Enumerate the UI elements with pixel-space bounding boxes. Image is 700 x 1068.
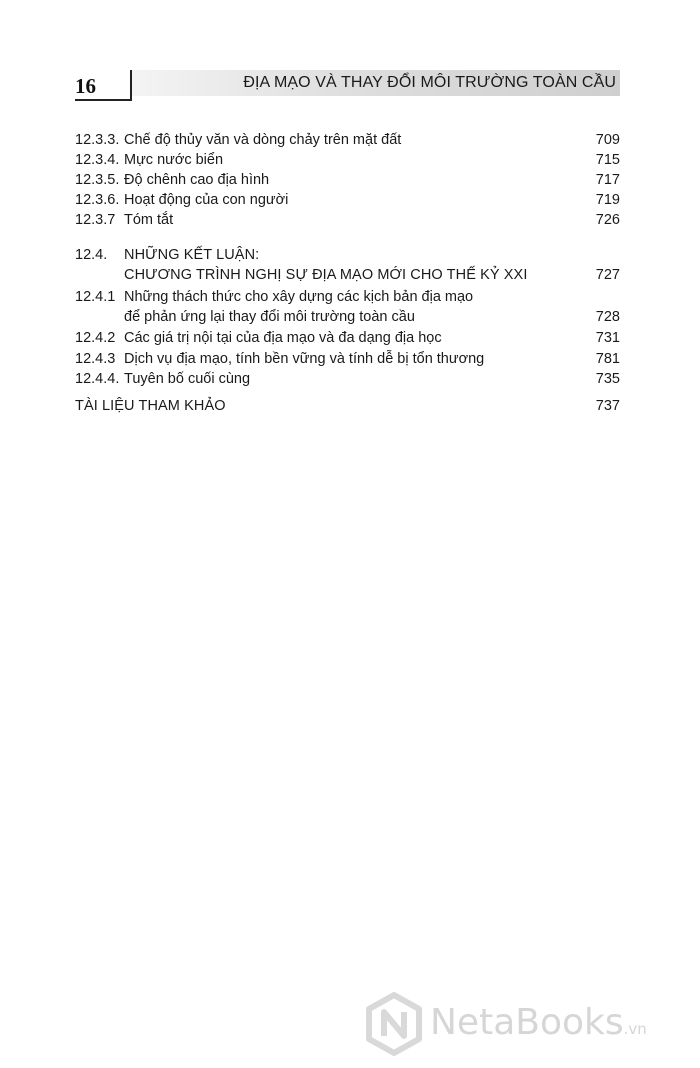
toc-page: 715 xyxy=(595,152,620,168)
toc-page: 727 xyxy=(595,267,620,283)
toc-references-title: TÀI LIỆU THAM KHẢO xyxy=(75,398,226,414)
netabooks-logo-icon xyxy=(364,992,424,1056)
toc-entry[interactable] xyxy=(75,150,620,170)
toc-page: 728 xyxy=(595,309,620,325)
toc-number: 12.4.2 xyxy=(75,330,116,346)
toc-title: Dịch vụ địa mạo, tính bền vững và tính dễ bị tổn thương xyxy=(124,351,485,367)
toc-entry-continuation[interactable] xyxy=(75,307,620,327)
toc-entry[interactable] xyxy=(75,328,620,348)
toc-number: 12.3.4. xyxy=(75,152,120,168)
toc-title: Những thách thức cho xây dựng các kịch bản địa mạo xyxy=(124,289,474,305)
toc-entry[interactable] xyxy=(75,287,620,307)
toc-page: 717 xyxy=(595,172,620,188)
toc-references-entry[interactable] xyxy=(75,396,620,416)
toc-title: Các giá trị nội tại của địa mạo và đa dạng địa học xyxy=(124,330,442,346)
watermark-text xyxy=(430,1002,647,1043)
toc-number: 12.4.3 xyxy=(75,351,116,367)
toc-entry[interactable] xyxy=(75,190,620,210)
toc-title: để phản ứng lại thay đổi môi trường toàn cầu xyxy=(124,309,415,325)
toc-title: Mực nước biển xyxy=(124,152,224,168)
toc-entry[interactable] xyxy=(75,369,620,389)
page-header xyxy=(75,70,620,102)
toc-title: NHỮNG KẾT LUẬN: xyxy=(124,247,260,263)
header-band xyxy=(132,70,620,96)
toc-title: Độ chênh cao địa hình xyxy=(124,172,270,188)
running-title: ĐỊA MẠO VÀ THAY ĐỔI MÔI TRƯỜNG TOÀN CẦU xyxy=(243,74,616,91)
toc-number: 12.4.1 xyxy=(75,289,116,305)
toc-page: 731 xyxy=(595,330,620,346)
page-number: 16 xyxy=(75,74,96,98)
toc-page: 719 xyxy=(595,192,620,208)
toc-number: 12.3.7 xyxy=(75,212,116,228)
watermark-brand: NetaBooks xyxy=(430,1002,624,1043)
header-underline xyxy=(75,99,132,101)
toc-number: 12.3.3. xyxy=(75,132,120,148)
toc-number: 12.4. xyxy=(75,247,108,263)
toc-title: Hoạt động của con người xyxy=(124,192,289,208)
toc-entry[interactable] xyxy=(75,210,620,230)
toc-page: 709 xyxy=(595,132,620,148)
toc-page: 781 xyxy=(595,351,620,367)
toc-page: 735 xyxy=(595,371,620,387)
toc-entry[interactable] xyxy=(75,130,620,150)
watermark xyxy=(364,992,684,1058)
toc-title: Chế độ thủy văn và dòng chảy trên mặt đất xyxy=(124,132,402,148)
toc-title: Tóm tắt xyxy=(124,212,174,228)
toc-page: 737 xyxy=(595,398,620,414)
toc-number: 12.3.6. xyxy=(75,192,120,208)
toc-number: 12.3.5. xyxy=(75,172,120,188)
toc-entry[interactable] xyxy=(75,170,620,190)
toc-section-heading[interactable] xyxy=(75,245,620,265)
toc-title: CHƯƠNG TRÌNH NGHỊ SỰ ĐỊA MẠO MỚI CHO THẾ KỶ XXI xyxy=(124,267,528,283)
toc-entry-continuation[interactable] xyxy=(75,265,620,285)
watermark-suffix: .vn xyxy=(623,1020,647,1038)
toc-number: 12.4.4. xyxy=(75,371,120,387)
toc-title: Tuyên bố cuối cùng xyxy=(124,371,251,387)
toc-entry[interactable] xyxy=(75,349,620,369)
toc-page: 726 xyxy=(595,212,620,228)
